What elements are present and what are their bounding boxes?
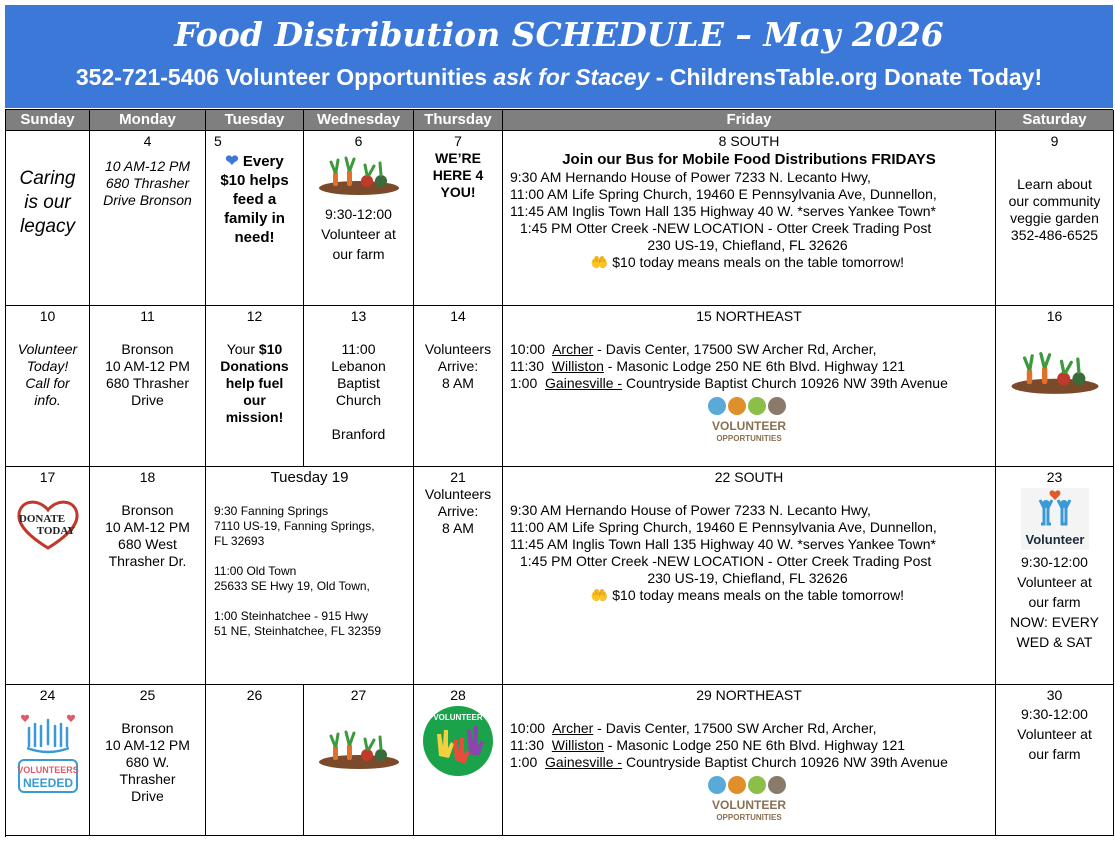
day-cell-mon-4 — [90, 131, 206, 306]
day-cell-thu-28 — [414, 685, 503, 836]
contact-line — [5, 62, 1113, 92]
day-number: 10 — [39, 308, 56, 324]
day-header-sunday: Sunday — [6, 110, 90, 131]
event-text: 9:30-12:00 Volunteer at our farm — [1017, 706, 1092, 762]
day-number: 11 — [140, 308, 155, 324]
route-stop: 1:00 Gainesville - Countryside Baptist Church 10926 NW 39th Avenue — [510, 375, 948, 391]
day-cell-thu-7 — [414, 131, 503, 306]
route-stop: 9:30 AM Hernando House of Power 7233 N. Lecanto Hwy, — [510, 502, 871, 518]
day-cell-sat-16 — [996, 306, 1114, 467]
event-text: Volunteers Arrive: 8 AM — [424, 341, 492, 391]
event-text: Volunteers Arrive: 8 AM — [424, 486, 492, 536]
schedule-banner — [5, 5, 1113, 108]
route-stop: 10:00 Archer - Davis Center, 17500 SW Archer Rd, Archer, — [510, 341, 877, 357]
day-cell-fri-8 — [503, 131, 996, 306]
event-text: 10 AM-12 PM 680 Thrasher Drive Bronson — [103, 158, 192, 208]
route-stop: 1:45 PM Otter Creek -NEW LOCATION - Otter Creek Trading Post — [520, 553, 932, 569]
day-cell-thu-14 — [414, 306, 503, 467]
svg-text:DONATE: DONATE — [18, 513, 65, 525]
route-list — [503, 341, 995, 392]
donation-note: 🤲 $10 today means meals on the table tomorrow! — [590, 254, 905, 270]
day-cell-fri-15 — [503, 306, 996, 467]
event-text: 9:30-12:00 Volunteer at our farm — [321, 206, 396, 262]
route-address: 230 US-19, Chiefland, FL 32626 — [647, 237, 848, 253]
svg-text:VOLUNTEER: VOLUNTEER — [433, 713, 483, 722]
day-number: 21 — [450, 469, 466, 485]
route-list — [503, 720, 995, 771]
slogan-text: Caring is our legacy — [19, 168, 76, 237]
svg-text:TODAY: TODAY — [36, 525, 75, 537]
route-stop: 9:30 AM Hernando House of Power 7233 N. Lecanto Hwy, — [510, 169, 871, 185]
route-list: 9:30 Fanning Springs 7110 US-19, Fanning Springs, FL 32693 11:00 Old Town 25633 SE Hwy 19, Old Town, 1:00 Steinhatchee - 915 Hwy 51 NE, Steinhatchee, FL 32359 — [214, 504, 382, 638]
day-number: 14 — [450, 308, 466, 324]
day-cell-sun-17 — [6, 467, 90, 685]
day-number: 8 SOUTH — [718, 133, 780, 149]
day-number: 25 — [139, 687, 156, 703]
day-cell-wed-13 — [304, 306, 414, 467]
here-for-you-text: WE’RE HERE 4 YOU! — [432, 150, 484, 200]
volunteer-opportunities-logo — [694, 775, 804, 825]
event-text: Bronson 10 AM-12 PM 680 W. Thrasher Drive — [105, 720, 190, 804]
svg-text:VOLUNTEER: VOLUNTEER — [711, 419, 787, 433]
day-header-saturday: Saturday — [996, 110, 1114, 131]
volunteer-opportunities-logo — [694, 396, 804, 446]
svg-text:VOLUNTEERS: VOLUNTEERS — [16, 765, 79, 775]
day-cell-fri-29 — [503, 685, 996, 836]
day-header-thursday: Thursday — [414, 110, 503, 131]
day-number: 30 — [1046, 687, 1063, 703]
volunteer-people-icon — [1015, 486, 1095, 552]
event-text: Bronson 10 AM-12 PM 680 West Thrasher Dr. — [105, 502, 190, 569]
garden-info: Learn about our community veggie garden 352-486-6525 — [1008, 176, 1101, 243]
vegetable-garden-icon — [1007, 345, 1103, 395]
day-number: 29 NORTHEAST — [696, 687, 802, 703]
route-stop: 10:00 Archer - Davis Center, 17500 SW Archer Rd, Archer, — [510, 720, 877, 736]
day-cell-sat-9 — [996, 131, 1114, 306]
day-cell-mon-25 — [90, 685, 206, 836]
day-header-monday: Monday — [90, 110, 206, 131]
day-cell-tue-19 — [206, 467, 414, 685]
day-cell-wed-6 — [304, 131, 414, 306]
day-number: 15 NORTHEAST — [696, 308, 802, 324]
day-cell-mon-11 — [90, 306, 206, 467]
contact-phone: 352-721-5406 Volunteer Opportunities — [75, 64, 488, 90]
day-number: 27 — [350, 687, 367, 703]
schedule-title: Food Distribution SCHEDULE – May 2026 — [174, 15, 944, 54]
day-cell-fri-22 — [503, 467, 996, 685]
day-number: 17 — [39, 469, 56, 485]
svg-text:NEEDED: NEEDED — [22, 776, 73, 790]
route-stop: 11:45 AM Inglis Town Hall 135 Highway 40 W. *serves Yankee Town* — [510, 203, 936, 219]
day-number: Tuesday 19 — [270, 469, 349, 486]
event-text: 11:00 Lebanon Baptist Church Branford — [331, 341, 386, 442]
route-address: 230 US-19, Chiefland, FL 32626 — [647, 570, 848, 586]
day-number: 28 — [450, 687, 466, 703]
event-text: 9:30-12:00 Volunteer at our farm NOW: EVERY WED & SAT — [1010, 554, 1099, 650]
volunteers-needed-icon — [15, 710, 81, 796]
donation-message: Your $10 Donations help fuel our mission! — [220, 341, 289, 425]
route-list — [503, 169, 995, 271]
route-stop: 11:30 Williston - Masonic Lodge 250 NE 6th Blvd. Highway 121 — [510, 358, 906, 374]
day-number: 5 — [214, 133, 222, 149]
day-number: 9 — [1050, 133, 1059, 149]
route-stop: 1:00 Gainesville - Countryside Baptist Church 10926 NW 39th Avenue — [510, 754, 948, 770]
day-number: 13 — [350, 308, 367, 324]
day-number: 6 — [354, 133, 363, 149]
day-header-wednesday: Wednesday — [304, 110, 414, 131]
day-number: 26 — [246, 687, 263, 703]
volunteer-hands-icon — [421, 704, 495, 778]
contact-website: - ChildrensTable.org Donate Today! — [655, 64, 1043, 90]
day-cell-thu-21 — [414, 467, 503, 685]
svg-text:OPPORTUNITIES: OPPORTUNITIES — [716, 813, 782, 822]
bus-heading: Join our Bus for Mobile Food Distributions FRIDAYS — [562, 151, 936, 168]
day-cell-wed-27 — [304, 685, 414, 836]
contact-ask: ask for Stacey — [493, 64, 650, 90]
volunteer-call-text: Volunteer Today! Call for info. — [17, 341, 78, 408]
route-stop: 11:00 AM Life Spring Church, 19460 E Pennsylvania Ave, Dunnellon, — [510, 186, 937, 202]
route-stop: 11:30 Williston - Masonic Lodge 250 NE 6th Blvd. Highway 121 — [510, 737, 906, 753]
event-text: Bronson 10 AM-12 PM 680 Thrasher Drive — [105, 341, 190, 408]
day-number: 22 SOUTH — [714, 469, 784, 485]
day-number: 16 — [1046, 308, 1063, 324]
svg-text:VOLUNTEER: VOLUNTEER — [711, 798, 787, 812]
day-cell-sun-10 — [6, 306, 90, 467]
day-number: 7 — [454, 133, 462, 149]
day-number: 24 — [39, 687, 56, 703]
route-list — [503, 502, 995, 604]
day-number: 4 — [143, 133, 152, 149]
route-stop: 11:45 AM Inglis Town Hall 135 Highway 40 W. *serves Yankee Town* — [510, 536, 936, 552]
day-number: 18 — [139, 469, 156, 485]
day-cell-tue-5 — [206, 131, 304, 306]
day-cell-sun-week1 — [6, 131, 90, 306]
route-stop: 1:45 PM Otter Creek -NEW LOCATION - Otter Creek Trading Post — [520, 220, 932, 236]
day-cell-sat-23 — [996, 467, 1114, 685]
donate-today-heart-icon — [12, 494, 84, 554]
vegetable-garden-icon — [315, 150, 403, 196]
vegetable-garden-icon — [315, 724, 403, 770]
day-header-tuesday: Tuesday — [206, 110, 304, 131]
day-cell-mon-18 — [90, 467, 206, 685]
route-stop: 11:00 AM Life Spring Church, 19460 E Pennsylvania Ave, Dunnellon, — [510, 519, 937, 535]
day-cell-tue-26 — [206, 685, 304, 836]
day-header-friday: Friday — [503, 110, 996, 131]
day-cell-sun-24 — [6, 685, 90, 836]
calendar-grid — [5, 109, 1113, 837]
donation-message: ❤ Every $10 helps feed a family in need! — [220, 153, 289, 246]
donation-note: 🤲 $10 today means meals on the table tomorrow! — [590, 587, 905, 603]
blue-heart-icon: ❤ — [225, 153, 239, 170]
day-number: 23 — [1046, 469, 1063, 485]
day-cell-tue-12 — [206, 306, 304, 467]
svg-text:OPPORTUNITIES: OPPORTUNITIES — [716, 434, 782, 443]
svg-text:Volunteer: Volunteer — [1025, 532, 1084, 547]
day-cell-sat-30 — [996, 685, 1114, 836]
day-number: 12 — [246, 308, 263, 324]
